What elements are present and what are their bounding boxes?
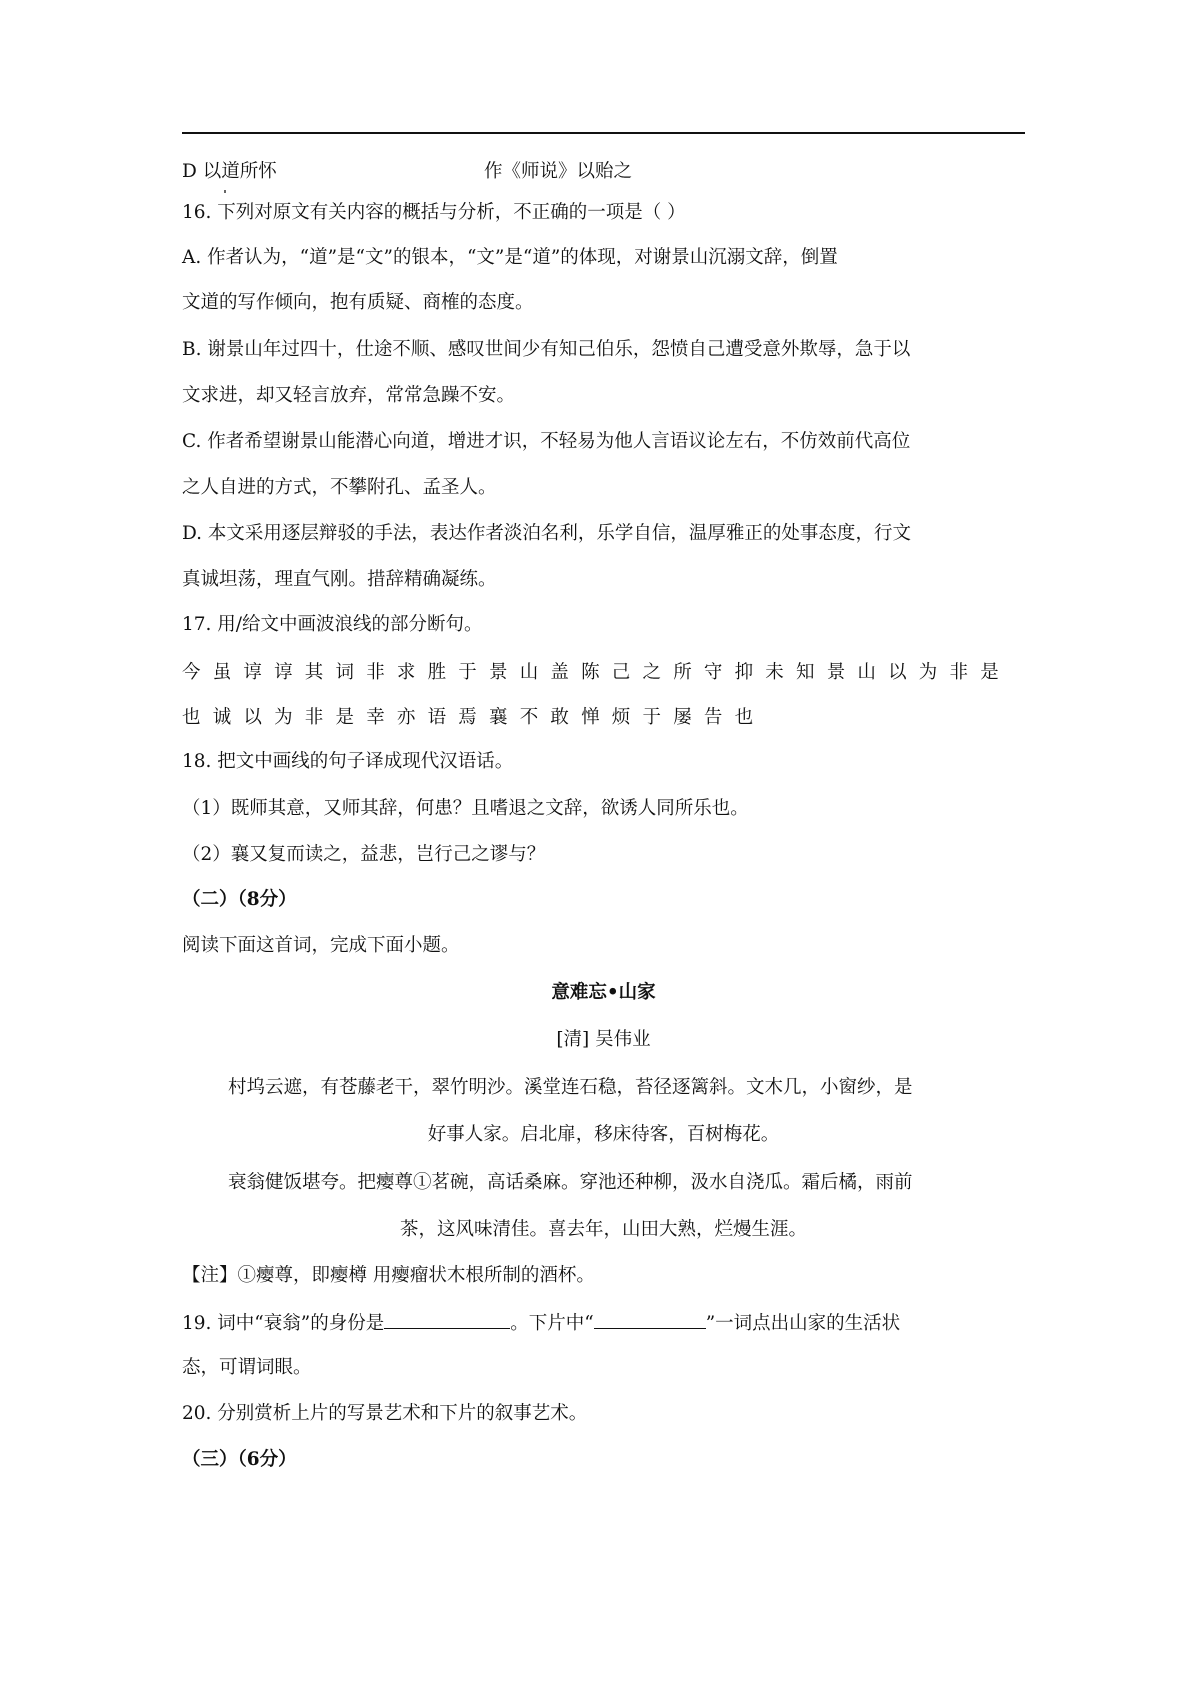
q20-stem: 20. 分别赏析上片的写景艺术和下片的叙事艺术。	[182, 1403, 588, 1424]
poem-stanza1-line1: 村坞云遮，有苍藤老干，翠竹明沙。溪堂连石稳，苔径逐篱斜。文木几，小窗纱，是	[228, 1077, 913, 1098]
q19-text-part1: 19. 词中“衰翁”的身份是	[182, 1313, 385, 1334]
q17-passage-line1: 今虽谆谆其词非求胜于景山盖陈己之所守抑未知景山以为非是	[182, 662, 1011, 683]
stray-mark	[224, 190, 226, 193]
q16-option-c-line1: C. 作者希望谢景山能潜心向道，增进才识，不轻易为他人言语议论左右，不仿效前代高位	[182, 431, 911, 452]
q16-option-a-line2: 文道的写作倾向，抱有质疑、商榷的态度。	[182, 292, 534, 313]
q16-option-d-line1: D. 本文采用逐层辩驳的手法，表达作者淡泊名利，乐学自信，温厚雅正的处事态度，行文	[182, 523, 911, 544]
q19-text-part3: ”一词点出山家的生活状	[705, 1313, 901, 1334]
q18-sentence-2: （2）襄又复而读之，益悲，岂行己之谬与？	[182, 844, 546, 865]
q19-line2: 态，可谓词眼。	[182, 1357, 312, 1378]
poem-stanza2-line1: 衰翁健饭堪夸。把瘿尊①茗碗，高话桑麻。穿池还种柳，汲水自浇瓜。霜后橘，雨前	[228, 1172, 913, 1193]
q17-passage-line2: 也诚以为非是幸亦语焉襄不敢惮烦于屡告也	[182, 707, 766, 728]
q16-option-b-line1: B. 谢景山年过四十，仕途不顺、感叹世间少有知己伯乐，怨愤自己遭受意外欺辱，急于以	[182, 339, 911, 360]
section3-heading: （三）（6分）	[182, 1449, 297, 1470]
poem-stanza1-line2: 好事人家。启北扉，移床待客，百树梅花。	[427, 1124, 780, 1145]
poem-note: 【注】①瘿尊，即瘿樽 用瘿瘤状木根所制的酒杯。	[182, 1265, 595, 1286]
section2-intro: 阅读下面这首词，完成下面小题。	[182, 935, 460, 956]
option-d-label: D 以道所怀	[182, 161, 277, 182]
poem-stanza2-line2: 茶，这风味清佳。喜去年，山田大熟，烂熳生涯。	[399, 1219, 807, 1240]
q19-answer-blank-2[interactable]	[594, 1310, 706, 1329]
q17-stem: 17. 用/给文中画波浪线的部分断句。	[182, 614, 483, 635]
q18-stem: 18. 把文中画线的句子译成现代汉语话。	[182, 751, 514, 772]
q19-answer-blank-1[interactable]	[384, 1310, 510, 1329]
q16-option-a-line1: A. 作者认为，“道”是“文”的银本，“文”是“道”的体现，对谢景山沉溺文辞，倒置	[182, 247, 838, 268]
q16-stem: 16. 下列对原文有关内容的概括与分析，不正确的一项是（ ）	[182, 202, 686, 223]
poem-title: 意难忘•山家	[551, 982, 656, 1003]
q16-option-c-line2: 之人自进的方式，不攀附孔、孟圣人。	[182, 477, 497, 498]
q16-option-d-line2: 真诚坦荡，理直气刚。措辞精确凝练。	[182, 569, 497, 590]
q16-option-b-line2: 文求进，却又轻言放弃，常常急躁不安。	[182, 385, 516, 406]
q18-sentence-1: （1）既师其意，又师其辞，何患？且嗜退之文辞，欲诱人同所乐也。	[182, 798, 749, 819]
section2-heading: （二）（8分）	[182, 889, 297, 910]
q19-text-part2: 。下片中“	[510, 1313, 594, 1334]
option-d-value: 作《师说》以贻之	[484, 161, 633, 182]
q19-line1	[182, 1310, 900, 1336]
header-rule	[182, 132, 1025, 134]
poem-author: [清] 吴伟业	[556, 1029, 651, 1050]
